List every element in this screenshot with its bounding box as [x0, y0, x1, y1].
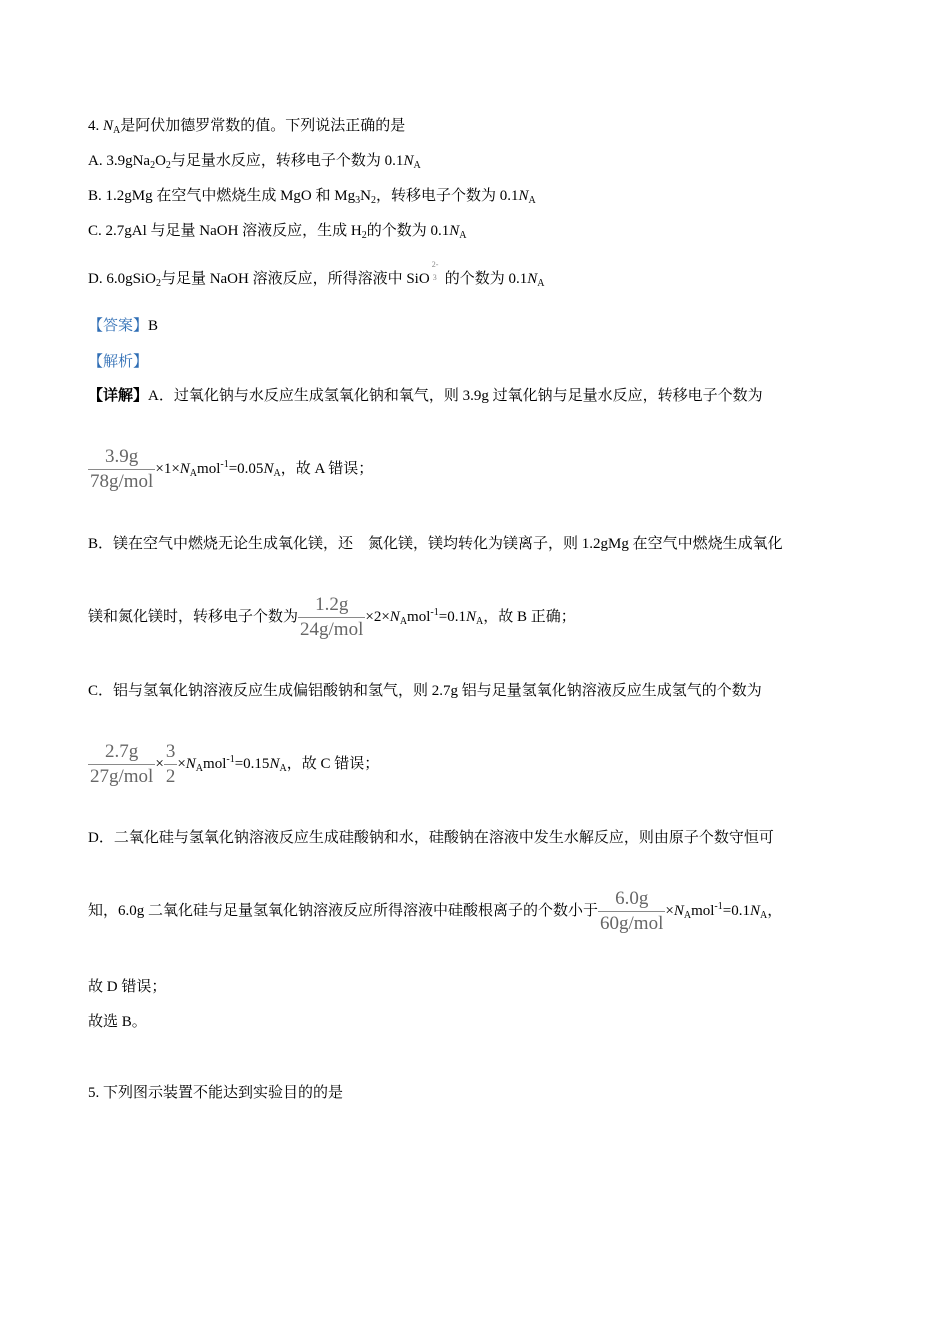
q5-stem: 5. 下列图示装置不能达到实验目的的是 — [88, 1085, 344, 1101]
q4-option-c: C. 2.7gAl 与足量 NaOH 溶液反应，生成 $H_2$的个数为 $0.1N_A$ — [88, 223, 467, 241]
q4-stem: 4. $N_A$是阿伏加德罗常数的值。下列说法正确的是 — [88, 118, 406, 136]
fraction-b: $\frac{1.2g}{\text{24g/mol}}$ — [300, 594, 364, 640]
fraction-c: $\frac{2.7g}{\text{27g/mol}}$ — [90, 741, 154, 787]
fraction-c-ratio: $\frac{3}{2}$ — [165, 741, 176, 787]
detail-a-formula: $\frac{3.9g}{\text{78g/mol}}$ $\times 1\times N_Amol^{-1}=0.05N_A$，故 A 错误； — [90, 446, 374, 492]
fraction-a: $\frac{3.9g}{\text{78g/mol}}$ — [90, 446, 154, 492]
silicate-ion-script: 2- 3 — [431, 260, 439, 282]
detail-b-text: B．镁在空气中燃烧无论生成氧化镁，还 氮化镁，镁均转化为镁离子，则 1.2gMg 在空气中燃烧生成氧化 — [88, 536, 783, 552]
detail-b-formula: 镁和氮化镁时，转移电子个数为 $\frac{1.2g}{\text{24g/mol}}$ $\times 2\times N_Amol^{-1}=0.1N_A$，故 B 正确； — [88, 594, 576, 640]
detail-d-formula: 知，6.0g 二氧化硅与足量氢氧化钠溶液反应所得溶液中硅酸根离子的个数小于 $\frac{6.0g}{\text{60g/mol}}$ $\times N_Amol^{-1}=0.1N_A$， — [88, 888, 783, 934]
detail-a-text: 【详解】A．过氧化钠与水反应生成氢氧化钠和氧气，则 3.9g 过氧化钠与足量水反应，转移电子个数为 — [88, 388, 763, 404]
q4-option-b: B. 1.2gMg 在空气中燃烧生成 MgO 和 $Mg_3N_2$，转移电子个数为 $0.1N_A$ — [88, 188, 536, 206]
q4-option-a: A. $3.9gNa_2O_2$与足量水反应，转移电子个数为 $0.1N_A$ — [88, 153, 421, 171]
fraction-d: $\frac{6.0g}{\text{60g/mol}}$ — [600, 888, 664, 934]
final-answer-line: 故选 B。 — [88, 1014, 147, 1030]
answer-line: 【答案】B — [88, 318, 159, 334]
analysis-label: 【解析】 — [88, 354, 149, 370]
detail-c-text: C．铝与氢氧化钠溶液反应生成偏铝酸钠和氢气，则 2.7g 铝与足量氢氧化钠溶液反应生成氢气的个数为 — [88, 683, 762, 699]
detail-d-conclusion: 故 D 错误； — [88, 979, 167, 995]
detail-c-formula: $\frac{2.7g}{\text{27g/mol}}$ × $\frac{3}{2}$ $\times N_Amol^{-1}=0.15N_A$，故 C 错误； — [90, 741, 380, 787]
detail-d-text: D．二氧化硅与氢氧化钠溶液反应生成硅酸钠和水，硅酸钠在溶液中发生水解反应，则由原子个数守恒可 — [88, 830, 774, 846]
q4-option-d: D. 6.0gSiO$_2$与足量 NaOH 溶液反应，所得溶液中 SiO 2- 3 的个数为 $0.1N_A$ — [88, 260, 545, 289]
